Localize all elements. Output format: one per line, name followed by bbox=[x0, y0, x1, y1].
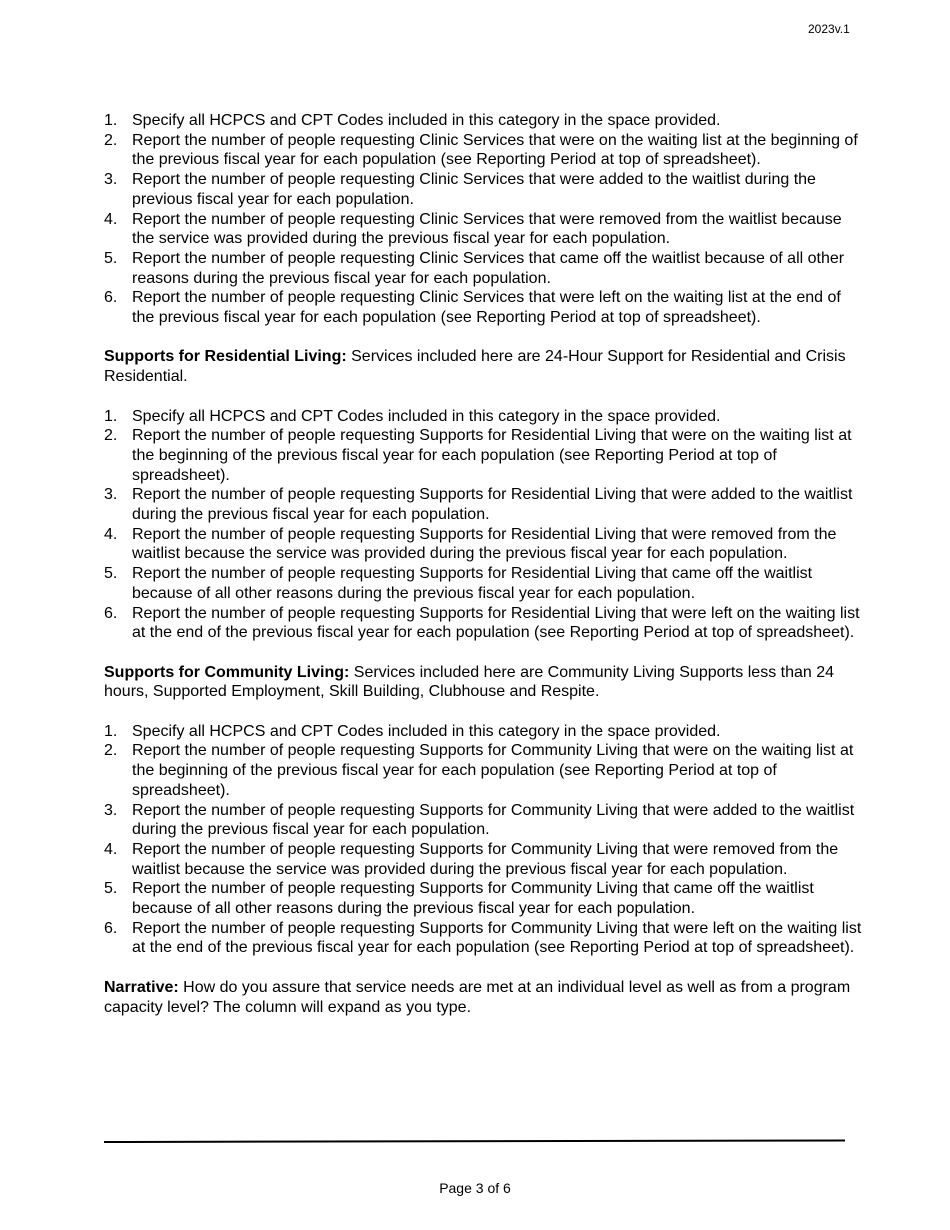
list-item-number: 4. bbox=[104, 525, 118, 543]
list-item-text: Report the number of people requesting Supports for Community Living that were on the waiting list at the beginning of the previous fiscal year for each population (see Reporting Period at top of spreadsheet). bbox=[132, 742, 854, 799]
community-living-intro bbox=[104, 663, 864, 702]
section-heading-residential: Supports for Residential Living: bbox=[104, 348, 347, 366]
list-item-text: Specify all HCPCS and CPT Codes included in this category in the space provided. bbox=[132, 407, 721, 425]
list-item bbox=[104, 426, 864, 485]
list-item-number: 5. bbox=[104, 880, 118, 898]
footer-divider bbox=[104, 1139, 845, 1143]
list-item-text: Report the number of people requesting Supports for Residential Living that were added to the waitlist during the previous fiscal year for each population. bbox=[132, 486, 853, 524]
list-item-number: 6. bbox=[104, 289, 118, 307]
list-item bbox=[104, 407, 864, 427]
page-content bbox=[104, 111, 864, 1017]
list-item bbox=[104, 111, 864, 131]
narrative-prompt bbox=[104, 978, 864, 1017]
list-item bbox=[104, 210, 864, 249]
list-item bbox=[104, 485, 864, 524]
list-item-text: Report the number of people requesting Supports for Residential Living that were left on the waiting list at the end of the previous fiscal year for each population (see Reporting Period at top of spreadsheet). bbox=[132, 604, 860, 642]
narrative-heading: Narrative: bbox=[104, 978, 179, 996]
list-item-number: 4. bbox=[104, 840, 118, 858]
narrative-question: How do you assure that service needs are met at an individual level as well as from a program capacity level? The column will expand as you type. bbox=[104, 978, 851, 1016]
list-item-text: Report the number of people requesting Supports for Community Living that were added to the waitlist during the previous fiscal year for each population. bbox=[132, 801, 855, 839]
list-item-text: Report the number of people requesting Supports for Community Living that were left on the waiting list at the end of the previous fiscal year for each population (see Reporting Period at top of spreadsheet). bbox=[132, 919, 862, 957]
list-item-number: 6. bbox=[104, 604, 118, 622]
version-label: 2023v.1 bbox=[808, 22, 850, 36]
list-item-number: 6. bbox=[104, 919, 118, 937]
section-heading-community: Supports for Community Living: bbox=[104, 663, 350, 681]
list-item bbox=[104, 722, 864, 742]
list-item-text: Report the number of people requesting Supports for Residential Living that came off the waitlist because of all other reasons during the previous fiscal year for each population. bbox=[132, 565, 813, 602]
list-item-text: Specify all HCPCS and CPT Codes included in this category in the space provided. bbox=[132, 722, 721, 740]
list-item bbox=[104, 564, 864, 603]
clinic-services-steps bbox=[104, 111, 864, 328]
list-item-number: 2. bbox=[104, 131, 118, 149]
list-item bbox=[104, 604, 864, 643]
list-item-number: 3. bbox=[104, 171, 118, 189]
list-item bbox=[104, 525, 864, 564]
list-item-text: Report the number of people requesting Supports for Community Living that came off the waitlist because of all other reasons during the previous fiscal year for each population. bbox=[132, 880, 814, 918]
list-item-number: 2. bbox=[104, 427, 118, 445]
list-item bbox=[104, 801, 864, 840]
section-description-community: Services included here are Community Living Supports less than 24 hours, Supported Employment, Skill Building, Clubhouse and Respite. bbox=[104, 663, 835, 701]
list-item bbox=[104, 919, 864, 958]
residential-living-intro bbox=[104, 347, 864, 386]
list-item-text: Specify all HCPCS and CPT Codes included in this category in the space provided. bbox=[132, 112, 721, 129]
list-item-text: Report the number of people requesting Clinic Services that were on the waiting list at the beginning of the previous fiscal year for each population (see Reporting Period at top of spreadsheet). bbox=[132, 131, 858, 169]
list-item-number: 1. bbox=[104, 407, 118, 425]
list-item bbox=[104, 249, 864, 288]
list-item-number: 4. bbox=[104, 210, 118, 228]
list-item-text: Report the number of people requesting Supports for Residential Living that were on the waiting list at the beginning of the previous fiscal year for each population (see Reporting Period at top of spreadsheet). bbox=[132, 427, 852, 484]
list-item bbox=[104, 288, 864, 327]
list-item bbox=[104, 131, 864, 170]
residential-living-steps bbox=[104, 407, 864, 643]
list-item-text: Report the number of people requesting Clinic Services that were left on the waiting list at the end of the previous fiscal year for each population (see Reporting Period at top of spreadsheet). bbox=[132, 289, 841, 327]
section-description-residential: Services included here are 24-Hour Support for Residential and Crisis Residential. bbox=[104, 348, 846, 386]
list-item-text: Report the number of people requesting Clinic Services that were added to the waitlist during the previous fiscal year for each population. bbox=[132, 171, 816, 208]
list-item-number: 1. bbox=[104, 722, 118, 740]
community-living-steps bbox=[104, 722, 864, 958]
list-item-text: Report the number of people requesting Supports for Residential Living that were removed from the waitlist because the service was provided during the previous fiscal year for each population. bbox=[132, 525, 837, 563]
list-item-number: 5. bbox=[104, 565, 118, 583]
list-item bbox=[104, 879, 864, 918]
list-item bbox=[104, 741, 864, 800]
list-item-number: 2. bbox=[104, 742, 118, 760]
list-item bbox=[104, 840, 864, 879]
list-item-number: 1. bbox=[104, 112, 118, 129]
list-item-text: Report the number of people requesting Supports for Community Living that were removed from the waitlist because the service was provided during the previous fiscal year for each population. bbox=[132, 840, 839, 878]
list-item-text: Report the number of people requesting Clinic Services that were removed from the waitlist because the service was provided during the previous fiscal year for each population. bbox=[132, 210, 842, 248]
list-item-number: 3. bbox=[104, 801, 118, 819]
list-item-text: Report the number of people requesting Clinic Services that came off the waitlist because of all other reasons during the previous fiscal year for each population. bbox=[132, 249, 845, 287]
page-number: Page 3 of 6 bbox=[439, 1180, 511, 1196]
list-item-number: 3. bbox=[104, 486, 118, 504]
list-item-number: 5. bbox=[104, 249, 118, 267]
list-item bbox=[104, 170, 864, 209]
